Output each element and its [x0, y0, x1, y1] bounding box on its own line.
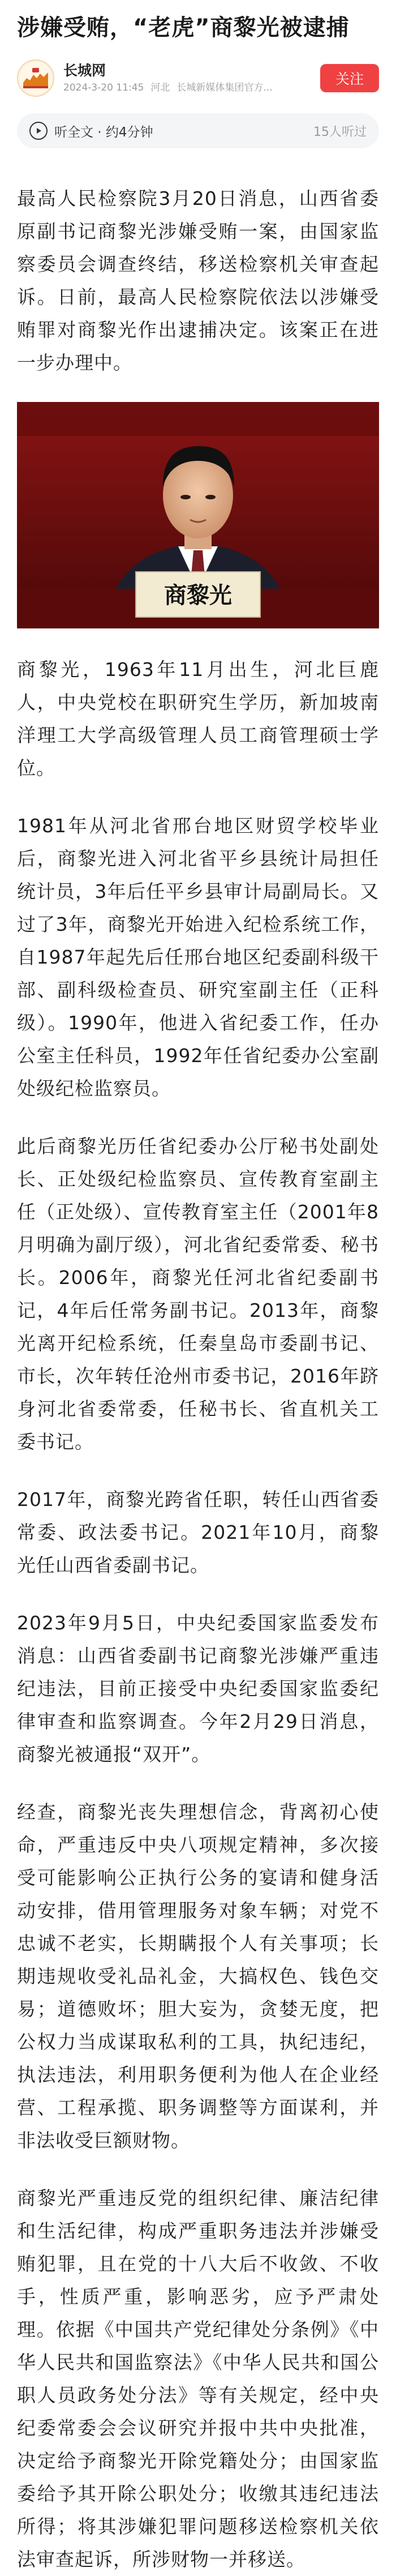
author-avatar[interactable]: [17, 59, 54, 97]
author-name[interactable]: 长城网: [63, 62, 106, 79]
play-icon: [29, 122, 48, 140]
paragraph-3: 1981年从河北省邢台地区财贸学校毕业后，商黎光进入河北省平乡县统计局担任统计员，3年后任平乡县审计局副局长。又过了3年，商黎光开始进入纪检系统工作，自1987年起先后任邢台地区纪委副科级干部、副科级检查员、研究室副主任（正科级）。1990年，他进入省纪委工作，任办公室主任科员，1992年任省纪委办公室副处级纪检监察员。: [17, 815, 379, 1099]
official-portrait-image: [17, 402, 379, 628]
author-meta: [63, 61, 320, 95]
author-subline: [63, 80, 320, 95]
follow-button[interactable]: 关注: [320, 64, 379, 92]
publish-region: 河北: [150, 82, 170, 93]
article-title: 涉嫌受贿，“老虎”商黎光被逮捕: [17, 15, 350, 41]
listen-full-text-bar[interactable]: [17, 113, 379, 148]
paragraph-1: 最高人民检察院3月20日消息，山西省委原副书记商黎光涉嫌受贿一案，由国家监察委员会调查终结，移送检察机关审查起诉。日前，最高人民检察院依法以涉嫌受贿罪对商黎光作出逮捕决定。该案正在进一步办理中。: [17, 187, 379, 374]
nameplate-text: 商黎光: [164, 582, 232, 609]
article-page: [0, 12, 396, 2570]
author-org: 长城新媒体集团官方...: [177, 82, 273, 93]
paragraph-6: 2023年9月5日，中央纪委国家监委发布消息：山西省委副书记商黎光涉嫌严重违纪违法，目前正接受中央纪委国家监委纪律审查和监察调查。今年2月29日消息，商黎光被通报“双开”。: [17, 1612, 379, 1765]
publish-date: 2024-3-20 11:45: [63, 82, 144, 93]
paragraph-5: 2017年，商黎光跨省任职，转任山西省委常委、政法委书记。2021年10月，商黎光任山西省委副书记。: [17, 1488, 379, 1576]
paragraph-2: 商黎光，1963年11月出生，河北巨鹿人，中央党校在职研究生学历，新加坡南洋理工大学高级管理人员工商管理硕士学位。: [17, 658, 379, 779]
great-wall-logo-icon: [19, 61, 53, 95]
listen-label: 听全文 · 约4分钟: [54, 125, 153, 140]
paragraph-7: 经查，商黎光丧失理想信念，背离初心使命，严重违反中央八项规定精神，多次接受可能影响公正执行公务的宴请和健身活动安排，借用管理服务对象车辆；对党不忠诚不老实，长期瞒报个人有关事项；长期违规收受礼品礼金，大搞权色、钱色交易；道德败坏；胆大妄为，贪婪无度，把公权力当成谋取私利的工具，执纪违纪，执法违法，利用职务便利为他人在企业经营、工程承揽、职务调整等方面谋利，并非法收受巨额财物。: [17, 1801, 379, 2151]
article-photo[interactable]: [17, 402, 379, 628]
paragraph-4: 此后商黎光历任省纪委办公厅秘书处副处长、正处级纪检监察员、宣传教育室副主任（正处级）、宣传教育室主任（2001年8月明确为副厅级），河北省纪委常委、秘书长。2006年，商黎光任河北省纪委副书记，4年后任常务副书记。2013年，商黎光离开纪检系统，任秦皇岛市委副书记、市长，次年转任沧州市委书记，2016年跻身河北省委常委，任秘书长、省直机关工委书记。: [17, 1135, 379, 1453]
listen-count: 15人听过: [313, 125, 367, 139]
paragraph-8: 商黎光严重违反党的组织纪律、廉洁纪律和生活纪律，构成严重职务违法并涉嫌受贿犯罪，且在党的十八大后不收敛、不收手，性质严重，影响恶劣，应予严肃处理。依据《中国共产党纪律处分条例》《中华人民共和国监察法》《中华人民共和国公职人员政务处分法》等有关规定，经中央纪委常委会会议研究并报中共中央批准，决定给予商黎光开除党籍处分；由国家监委给予其开除公职处分；收缴其违纪违法所得；将其涉嫌犯罪问题移送检察机关依法审查起诉，所涉财物一并移送。: [17, 2187, 379, 2570]
author-row: [17, 58, 379, 99]
